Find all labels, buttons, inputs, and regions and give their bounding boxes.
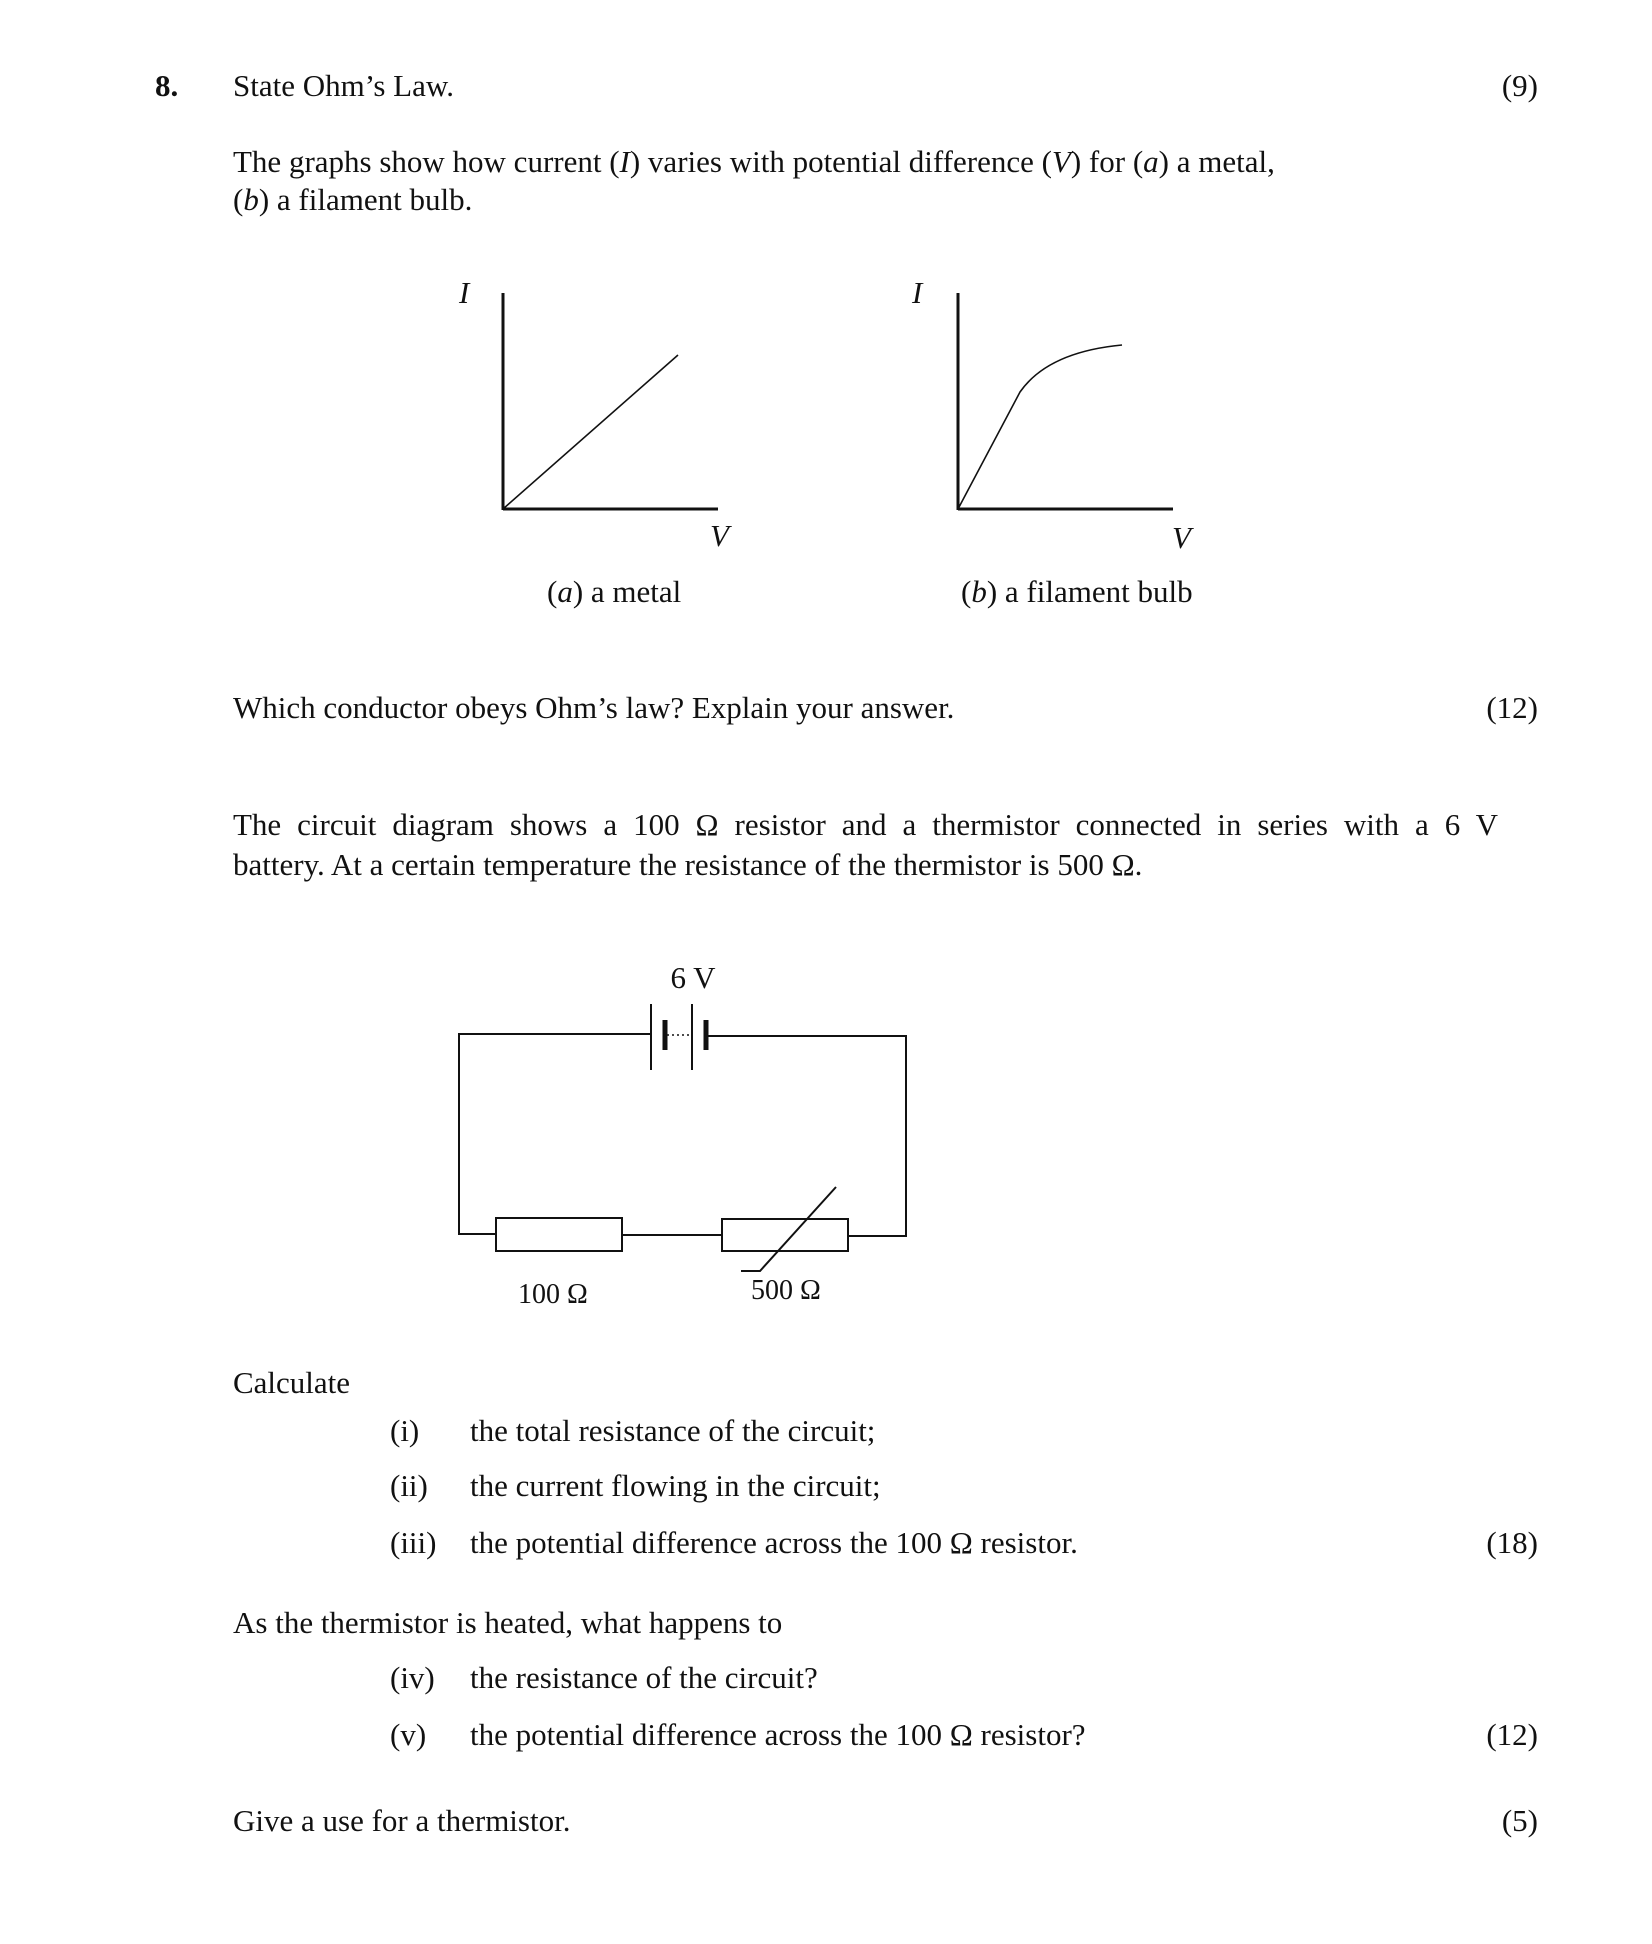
calc-item-3-number: (iii) xyxy=(390,1525,437,1560)
graph-intro-text-3: ) for ( xyxy=(1070,144,1144,179)
graph-intro-text-1: The graphs show how current ( xyxy=(233,144,620,179)
current-symbol: I xyxy=(619,144,630,179)
state-law-prompt: State Ohm’s Law. xyxy=(233,68,454,103)
filament-caption-text: a filament bulb xyxy=(997,574,1193,609)
ohms-law-question: Which conductor obeys Ohm’s law? Explain your answer. xyxy=(233,690,955,725)
voltage-symbol: V xyxy=(1051,144,1071,179)
circuit-wire-left xyxy=(459,1034,651,1234)
filament-caption-letter: b xyxy=(971,574,987,609)
heated-item-1-number: (iv) xyxy=(390,1660,435,1695)
heated-heading: As the thermistor is heated, what happens to xyxy=(233,1605,783,1640)
filament-x-axis-label: V xyxy=(1172,520,1191,555)
calculate-heading: Calculate xyxy=(233,1365,351,1400)
metal-y-axis-label: I xyxy=(459,275,470,310)
metal-x-axis-label: V xyxy=(710,518,729,553)
circuit-wire-right xyxy=(708,1036,906,1236)
calculate-marks: (18) xyxy=(1486,1525,1538,1560)
calc-item-2-number: (ii) xyxy=(390,1468,428,1503)
label-a: a xyxy=(1143,144,1159,179)
label-b: b xyxy=(243,182,259,217)
heated-item-2-text: the potential difference across the 100 Ω resistor? xyxy=(470,1717,1086,1752)
circuit-intro-text-1: The circuit diagram shows a 100 Ω resistor and a thermistor connected in series with a 6 V xyxy=(233,807,1498,842)
resistor-label: 100 Ω xyxy=(518,1279,588,1310)
filament-caption: (b) a filament bulb xyxy=(961,574,1193,609)
graph-intro-text-4: ) a metal, xyxy=(1158,144,1275,179)
state-law-marks: (9) xyxy=(1501,68,1538,103)
metal-caption-text: a metal xyxy=(583,574,682,609)
thermistor-symbol xyxy=(722,1219,848,1251)
resistor-symbol xyxy=(496,1218,622,1251)
thermistor-label: 500 Ω xyxy=(751,1275,821,1306)
filament-y-axis-label: I xyxy=(912,275,923,310)
graph-intro-text-2: ) varies with potential difference ( xyxy=(629,144,1052,179)
graph-intro-text-5: ( xyxy=(233,182,244,217)
ohms-law-marks: (12) xyxy=(1486,690,1538,725)
thermistor-use-question: Give a use for a thermistor. xyxy=(233,1803,571,1838)
heated-marks: (12) xyxy=(1486,1717,1538,1752)
calc-item-1-text: the total resistance of the circuit; xyxy=(470,1413,876,1448)
metal-caption: (a) a metal xyxy=(547,574,682,609)
metal-caption-letter: a xyxy=(557,574,573,609)
heated-item-2-number: (v) xyxy=(390,1717,427,1752)
graph-intro-text-6: ) a filament bulb. xyxy=(258,182,473,217)
calc-item-3-text: the potential difference across the 100 Ω resistor. xyxy=(470,1525,1078,1560)
circuit-intro-line2: battery. At a certain temperature the resistance of the thermistor is 500 Ω. xyxy=(233,847,1143,882)
calc-item-1-number: (i) xyxy=(390,1413,420,1448)
question-number: 8. xyxy=(155,68,179,103)
calc-item-2-text: the current flowing in the circuit; xyxy=(470,1468,881,1503)
thermistor-use-marks: (5) xyxy=(1501,1803,1538,1838)
heated-item-1-text: the resistance of the circuit? xyxy=(470,1660,818,1695)
thermistor-diagonal xyxy=(741,1187,836,1271)
battery-label: 6 V xyxy=(670,960,716,995)
